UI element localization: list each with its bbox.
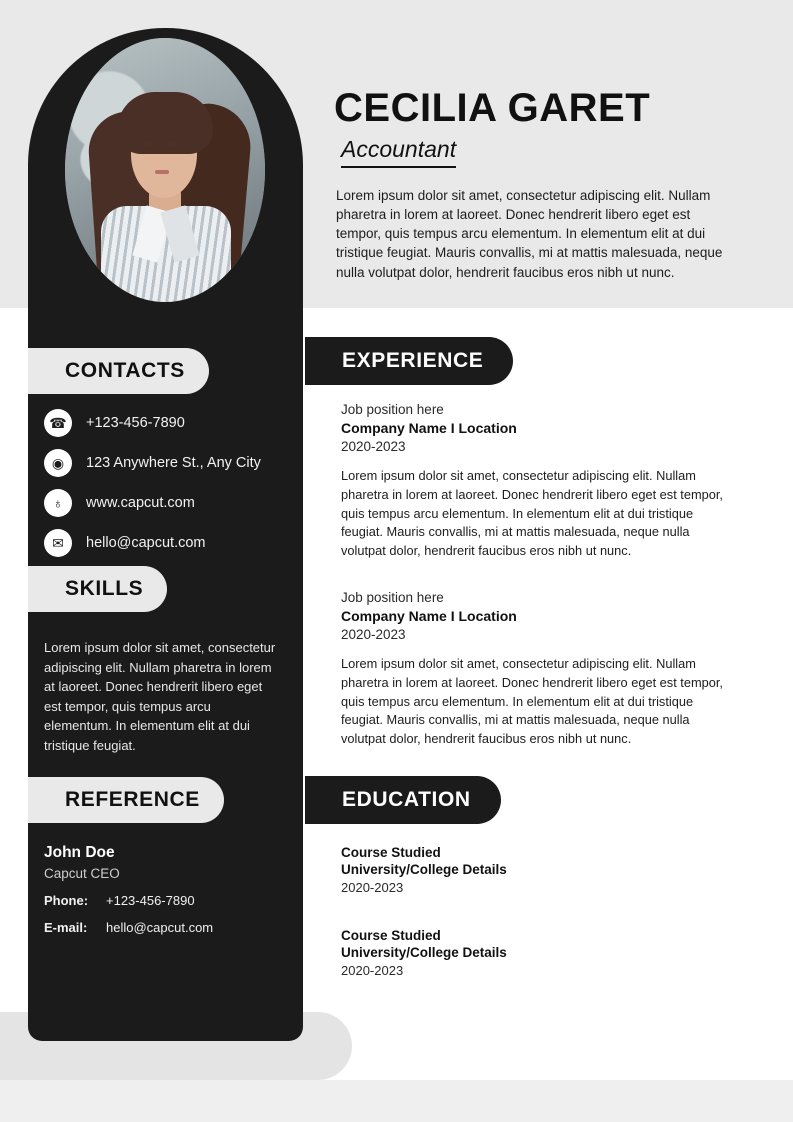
photo-hair-top <box>117 92 213 154</box>
contacts-title: CONTACTS <box>65 359 185 382</box>
education-section-header <box>305 776 501 824</box>
experience-section-header <box>305 337 513 385</box>
envelope-icon: ✉ <box>44 529 72 557</box>
contact-email-value: hello@capcut.com <box>86 535 206 551</box>
experience-company: Company Name I Location <box>341 608 517 624</box>
education-entry-1 <box>341 845 733 895</box>
profile-summary: Lorem ipsum dolor sit amet, consectetur adipiscing elit. Nullam pharetra in lorem at laoreet. Donec hendrerit libero eget est tempor, quis tempus arcu elementum. In elementum elit at dui tristique feugiat. Mauris convallis, mi at mattis malesuada, neque nulla volutpat dolor, hendrerit faucibus eros nibh ut nunc. <box>336 188 723 280</box>
experience-position: Job position here <box>341 402 444 417</box>
education-school: University/College Details <box>341 862 507 877</box>
contacts-list <box>44 405 294 565</box>
globe-icon: ♁ <box>44 489 72 517</box>
skills-section-header <box>28 566 167 612</box>
education-dates: 2020-2023 <box>341 963 404 978</box>
contacts-section-header <box>28 348 209 394</box>
reference-email-value: hello@capcut.com <box>106 920 214 935</box>
contact-row-website[interactable] <box>44 485 294 521</box>
experience-description: Lorem ipsum dolor sit amet, consectetur adipiscing elit. Nullam pharetra in lorem at laoreet. Donec hendrerit libero eget est tempor, quis tempus arcu elementum. In elementum elit at dui tristique feugiat. Mauris convallis, mi at mattis malesuada, neque nulla volutpat dolor, hendrerit faucibus eros nibh ut nunc. <box>341 468 723 559</box>
contact-row-phone[interactable] <box>44 405 294 441</box>
experience-company: Company Name I Location <box>341 420 517 436</box>
education-course: Course Studied <box>341 845 441 860</box>
location-pin-icon: ◉ <box>44 449 72 477</box>
reference-name: John Doe <box>44 844 115 861</box>
experience-description: Lorem ipsum dolor sit amet, consectetur adipiscing elit. Nullam pharetra in lorem at laoreet. Donec hendrerit libero eget est tempor, quis tempus arcu elementum. In elementum elit at dui tristique feugiat. Mauris convallis, mi at mattis malesuada, neque nulla volutpat dolor, hendrerit faucibus eros nibh ut nunc. <box>341 656 723 747</box>
reference-phone-value: +123-456-7890 <box>106 893 195 908</box>
education-course: Course Studied <box>341 928 441 943</box>
photo-mouth <box>155 170 169 174</box>
phone-icon: ☎ <box>44 409 72 437</box>
education-entry-2 <box>341 928 733 978</box>
experience-dates: 2020-2023 <box>341 627 406 642</box>
education-school: University/College Details <box>341 945 507 960</box>
page-bottom-margin <box>0 1080 793 1122</box>
reference-email-label: E-mail: <box>44 920 88 935</box>
experience-dates: 2020-2023 <box>341 439 406 454</box>
contact-phone-value: +123-456-7890 <box>86 415 185 431</box>
contact-row-email[interactable] <box>44 525 294 561</box>
reference-block <box>44 844 284 935</box>
reference-role: Capcut CEO <box>44 866 120 881</box>
photo-eye-left <box>145 142 154 146</box>
experience-entry-1 <box>341 402 733 561</box>
reference-phone-line <box>44 893 284 908</box>
reference-title: REFERENCE <box>65 788 200 811</box>
experience-title: EXPERIENCE <box>342 349 484 372</box>
contact-row-address[interactable] <box>44 445 294 481</box>
reference-section-header <box>28 777 224 823</box>
page-title: CECILIA GARET <box>334 86 651 130</box>
experience-position: Job position here <box>341 590 444 605</box>
education-title: EDUCATION <box>342 788 471 811</box>
experience-entry-2 <box>341 590 733 749</box>
contact-website-value: www.capcut.com <box>86 495 195 511</box>
reference-email-line <box>44 920 284 935</box>
profile-photo <box>65 38 265 302</box>
job-title: Accountant <box>341 136 456 168</box>
skills-description: Lorem ipsum dolor sit amet, consectetur adipiscing elit. Nullam pharetra in lorem at laoreet. Donec hendrerit libero eget est tempor, quis tempus arcu elementum. In elementum elit at dui tristique feugiat. <box>44 640 276 753</box>
photo-eye-right <box>169 142 178 146</box>
education-dates: 2020-2023 <box>341 880 404 895</box>
reference-phone-label: Phone: <box>44 893 89 908</box>
contact-address-value: 123 Anywhere St., Any City <box>86 455 261 471</box>
skills-title: SKILLS <box>65 577 144 600</box>
